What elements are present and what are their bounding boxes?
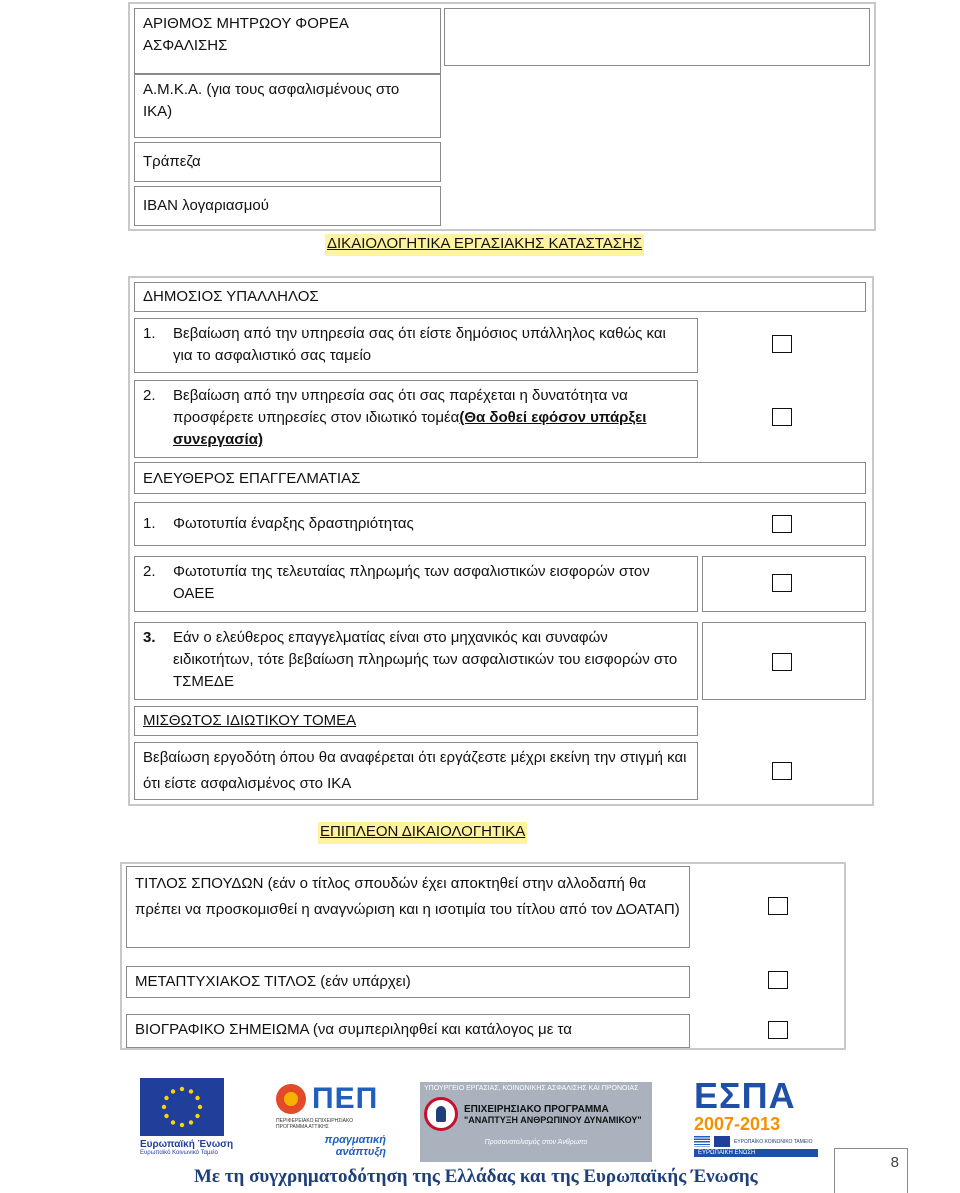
program-line1: ΕΠΙΧΕΙΡΗΣΙΑΚΟ ΠΡΟΓΡΑΜΜΑ bbox=[464, 1103, 609, 1115]
pep-sub: ΠΕΡΙΦΕΡΕΙΑΚΟ ΕΠΙΧΕΙΡΗΣΙΑΚΟ ΠΡΟΓΡΑΜΜΑ ΑΤΤΙΚΗΣ bbox=[276, 1118, 354, 1130]
checkbox[interactable] bbox=[768, 1021, 788, 1039]
pep-emblem-icon bbox=[276, 1084, 306, 1114]
eu-logo bbox=[140, 1078, 234, 1162]
eu-sub-caption: Ευρωπαϊκό Κοινωνικό Ταμείο bbox=[140, 1150, 218, 1156]
insurance-registry-value-cell[interactable] bbox=[444, 8, 870, 66]
list-item: Βεβαίωση εργοδότη όπου θα αναφέρεται ότι εργάζεστε μέχρι εκείνη την στιγμή και ότι είστε ασφαλισμένος στο ΙΚΑ bbox=[134, 742, 698, 800]
freelancer-heading: ΕΛΕΥΘΕΡΟΣ ΕΠΑΓΓΕΛΜΑΤΙΑΣ bbox=[134, 462, 866, 494]
list-item: 2. Φωτοτυπία της τελευταίας πληρωμής των ασφαλιστικών εισφορών στον ΟΑΕΕ bbox=[134, 556, 698, 612]
page-number-box bbox=[834, 1148, 908, 1193]
espa-logo bbox=[694, 1075, 818, 1164]
checkbox[interactable] bbox=[772, 653, 792, 671]
insurance-registry-label: ΑΡΙΘΜΟΣ ΜΗΤΡΩΟΥ ΦΟΡΕΑ ΑΣΦΑΛΙΣΗΣ bbox=[143, 15, 349, 54]
extra-documents-title: ΕΠΙΠΛΕΟΝ ΔΙΚΑΙΟΛΟΓΗΤΙΚΑ bbox=[318, 822, 527, 844]
greek-flag-icon bbox=[694, 1136, 710, 1147]
ministry-name: ΥΠΟΥΡΓΕΙΟ ΕΡΓΑΣΙΑΣ, ΚΟΙΝΩΝΙΚΗΣ ΑΣΦΑΛΙΣΗΣ ΚΑΙ ΠΡΟΝΟΙΑΣ bbox=[424, 1085, 639, 1092]
eu-caption: Ευρωπαϊκή Ένωση bbox=[140, 1139, 234, 1150]
eu-flag-icon bbox=[140, 1078, 224, 1136]
checkbox[interactable] bbox=[768, 897, 788, 915]
table-row bbox=[134, 8, 441, 74]
list-item: ΒΙΟΓΡΑΦΙΚΟ ΣΗΜΕΙΩΜΑ (να συμπεριληφθεί και κατάλογος με τα bbox=[126, 1014, 690, 1048]
list-item: 1. Φωτοτυπία έναρξης δραστηριότητας bbox=[134, 502, 866, 546]
checkbox[interactable] bbox=[772, 515, 792, 533]
section-title: ΔΙΚΑΙΟΛΟΓΗΤΙΚΑ ΕΡΓΑΣΙΑΚΗΣ ΚΑΤΑΣΤΑΣΗΣ bbox=[325, 234, 644, 256]
checkbox[interactable] bbox=[772, 574, 792, 592]
table-row bbox=[134, 186, 441, 226]
espa-sub: ΕΥΡΩΠΑΪΚΟ ΚΟΙΝΩΝΙΚΟ ΤΑΜΕΙΟ bbox=[734, 1138, 813, 1145]
program-emblem-icon bbox=[424, 1097, 458, 1131]
bank-label: Τράπεζα bbox=[143, 153, 201, 170]
list-item: 1. Βεβαίωση από την υπηρεσία σας ότι είστε δημόσιος υπάλληλος καθώς και για το ασφαλιστικό σας ταμείο bbox=[134, 318, 698, 373]
list-item: 3. Εάν ο ελεύθερος επαγγελματίας είναι στο μηχανικός και συναφών ειδικοτήτων, τότε βεβαίωση πληρωμής των ασφαλιστικών του εισφορών στο ΤΣΜΕΔΕ bbox=[134, 622, 698, 700]
program-line2: "ΑΝΑΠΤΥΞΗ ΑΝΘΡΩΠΙΝΟΥ ΔΥΝΑΜΙΚΟΥ" bbox=[464, 1114, 642, 1125]
program-slogan: Προσανατολισμός στον Άνθρωπο bbox=[484, 1139, 588, 1146]
espa-bar: ΕΥΡΩΠΑΪΚΗ ΕΝΩΣΗ bbox=[694, 1149, 818, 1157]
checkbox[interactable] bbox=[772, 408, 792, 426]
eu-flag-small-icon bbox=[714, 1136, 730, 1147]
page-number: 8 bbox=[890, 1154, 899, 1171]
espa-name: ΕΣΠΑ bbox=[694, 1075, 796, 1116]
pep-slogan-line1: πραγματική bbox=[324, 1134, 386, 1146]
checkbox[interactable] bbox=[772, 762, 792, 780]
amka-label: Α.Μ.Κ.Α. (για τους ασφαλισμένους στο ΙΚΑ) bbox=[143, 81, 400, 120]
list-item: 2. Βεβαίωση από την υπηρεσία σας ότι σας παρέχεται η δυνατότητα να προσφέρετε υπηρεσίες στον ιδιωτικό τομέα(Θα δοθεί εφόσον υπάρξει συνεργασία) bbox=[134, 380, 698, 458]
iban-label: IBAN λογαριασμού bbox=[143, 197, 269, 214]
list-item: ΤΙΤΛΟΣ ΣΠΟΥΔΩΝ (εάν ο τίτλος σπουδών έχει αποκτηθεί στην αλλοδαπή θα πρέπει να προσκομισθεί η αναγνώριση και η ισοτιμία του τίτλου από τον ΔΟΑΤΑΠ) bbox=[126, 866, 690, 948]
checkbox[interactable] bbox=[772, 335, 792, 353]
pep-logo bbox=[276, 1082, 386, 1162]
cofinancing-footer: Με τη συγχρηματοδότηση της Ελλάδας και της Ευρωπαϊκής Ένωσης bbox=[194, 1166, 758, 1187]
pep-slogan-line2: ανάπτυξη bbox=[335, 1146, 386, 1158]
table-row bbox=[134, 142, 441, 182]
private-employee-heading: ΜΙΣΘΩΤΟΣ ΙΔΙΩΤΙΚΟΥ ΤΟΜΕΑ bbox=[134, 706, 698, 736]
espa-years: 2007-2013 bbox=[694, 1114, 781, 1134]
list-item: ΜΕΤΑΠΤΥΧΙΑΚΟΣ ΤΙΤΛΟΣ (εάν υπάρχει) bbox=[126, 966, 690, 998]
pep-name: ΠΕΠ bbox=[312, 1082, 379, 1115]
checkbox[interactable] bbox=[768, 971, 788, 989]
table-row bbox=[134, 74, 441, 138]
ministry-logo bbox=[420, 1082, 652, 1162]
public-servant-heading: ΔΗΜΟΣΙΟΣ ΥΠΑΛΛΗΛΟΣ bbox=[134, 282, 866, 312]
